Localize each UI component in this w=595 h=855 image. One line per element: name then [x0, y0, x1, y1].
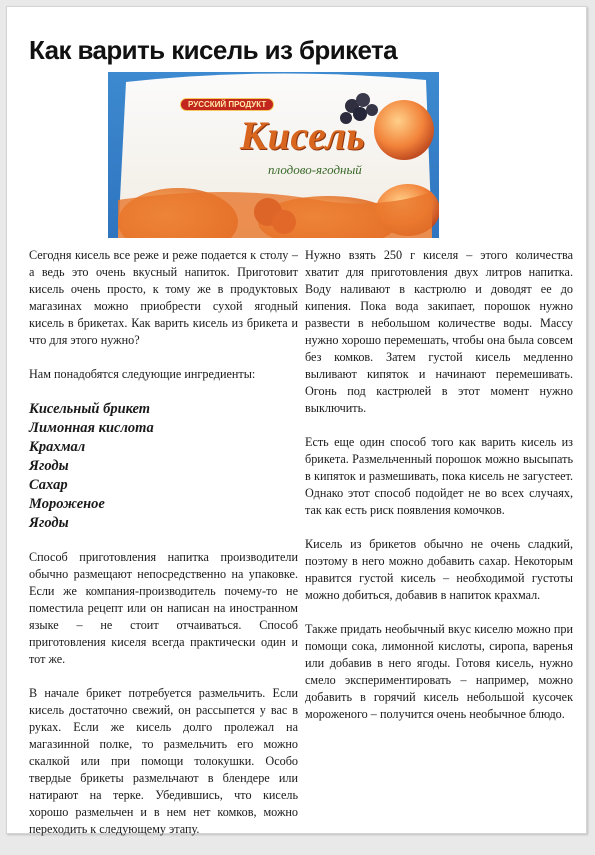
paragraph: Кисель из брикетов обычно не очень сладкий, поэтому в него можно добавить сахар. Некоторым нравится густой кисель – необходимой густоты можно добиться, добавив в напиток крахмал.: [305, 537, 573, 602]
paragraph: В начале брикет потребуется размельчить. Если кисель достаточно свежий, он рассыпется у вас в руках. Если же кисель долго пролежал на магазинной полке, то размельчить его можно скалкой или при помощи толокушки. Особо твердые брикеты размельчают в блендере или натирают на терке. Убедившись, что кисель хорошо размельчен и в нем нет комков, можно переходить к следующему этапу.: [29, 686, 298, 836]
paragraph: Сегодня кисель все реже и реже подается к столу – а ведь это очень вкусный напиток. Приготовит кисель очень просто, к тому же в продуктовых магазинах можно приобрести сухой ягодный кисель в брикетах. Как варить кисель из брикета и что для этого нужно?: [29, 248, 298, 347]
left-column: [29, 247, 298, 855]
ingredients-list: [29, 400, 298, 533]
brand-logo: РУССКИЙ ПРОДУКТ: [180, 98, 274, 111]
paragraph: Способ приготовления напитка производители обычно размещают непосредственно на упаковке. Если же компания-производитель почему-то не поместила рецепт или он написан на иностранном языке – не стоит отчаиваться. Способ приготовления киселя всегда практически один и тот же.: [29, 550, 298, 666]
paragraph: Также придать необычный вкус киселю можно при помощи сока, лимонной кислоты, сиропа, варенья или добавив в него ягоды. Готовя кисель, нужно смело экспериментировать – например, можно добавить в горячий кисель небольшой кусочек мороженого – получится очень необычное блюдо.: [305, 622, 573, 721]
ingredient-item: Крахмал: [29, 439, 86, 455]
ingredient-item: Ягоды: [29, 458, 69, 474]
paragraph: Нужно взять 250 г киселя – этого количества хватит для приготовления двух литров напитка. Воду наливают в кастрюлю и доводят ее до кипения. Пока вода закипает, порошок нужно развести в небольшом количестве воды. Массу нужно хорошо перемешать, чтобы она была совсем без комков. Затем густой кисель медленно выливают кипяток и начинают перемешивать. Огонь под кастрюлей в этот момент нужно выключить.: [305, 248, 573, 415]
product-name: Кисель: [240, 113, 366, 158]
ingredient-item: Сахар: [29, 477, 68, 493]
right-column: [305, 247, 573, 740]
article-page: [6, 6, 587, 834]
article-title: Как варить кисель из брикета: [29, 35, 398, 65]
product-package-image: [108, 72, 439, 238]
product-subtitle: плодово-ягодный: [268, 162, 362, 177]
paragraph: Есть еще один способ того как варить кисель из брикета. Размельченный порошок можно высыпать в кипяток и размешивать, пока кисель не загустеет. Однако этот способ подойдет не во всех случаях, так как есть риск появления комочков.: [305, 435, 573, 517]
ingredient-item: Мороженое: [29, 496, 105, 512]
ingredient-item: Кисельный брикет: [29, 401, 151, 417]
ingredient-item: Ягоды: [29, 515, 69, 531]
ingredient-item: Лимонная кислота: [29, 420, 154, 436]
paragraph: Нам понадобятся следующие ингредиенты:: [29, 367, 256, 381]
